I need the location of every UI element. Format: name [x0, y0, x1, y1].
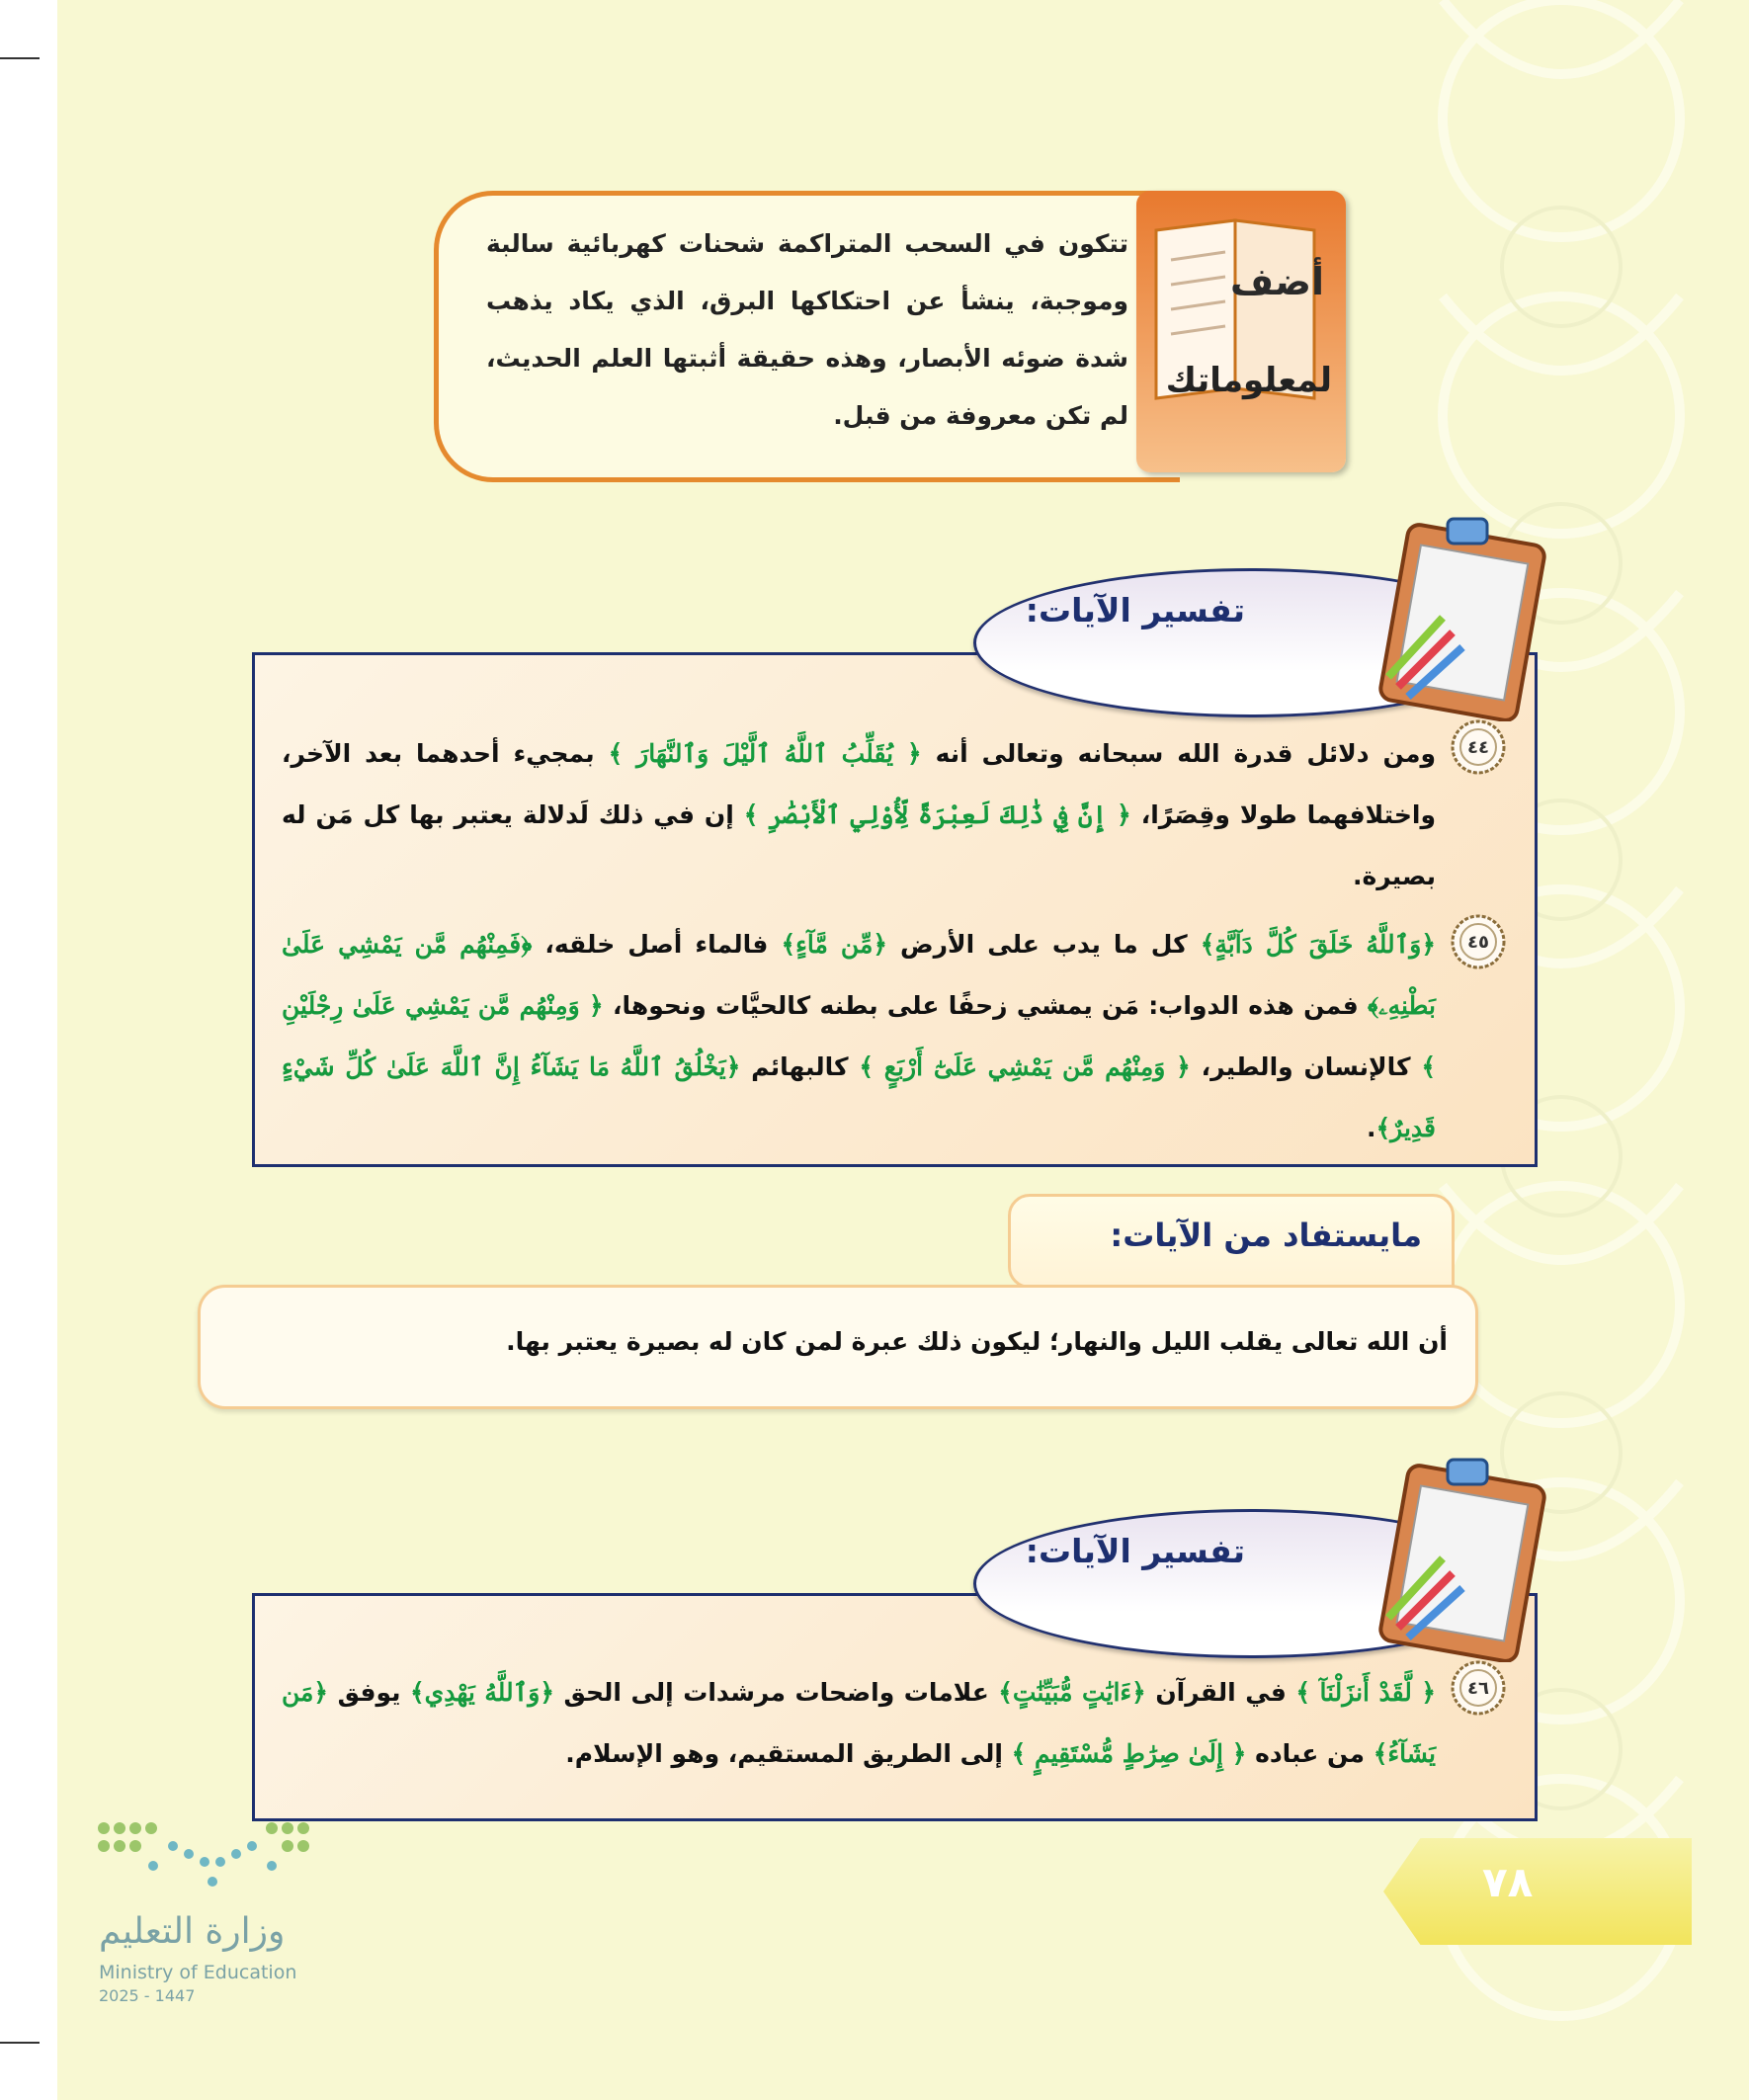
book-icon — [1136, 191, 1346, 472]
tafsir-text: كالإنسان والطير، — [1190, 1052, 1422, 1081]
quran-quote: ﴿ إِنَّ فِي ذَٰلِكَ لَعِبْرَةً لِّأُوْلِي ٱلْأَبْصَٰرِ ﴾ — [743, 800, 1131, 829]
tafsir-verse-44 — [282, 723, 1436, 907]
benefit-box — [198, 1285, 1478, 1409]
quran-quote: ﴿فَمِنْهُم مَّن يَمْشِي عَلَىٰ بَطْنِهِۦ﴾ — [282, 930, 1436, 1020]
tafsir-text: فالماء أصل خلقه، — [532, 930, 782, 959]
tafsir-text: إن في ذلك لَدلالة يعتبر بها كل مَن له بصيرة. — [282, 800, 1436, 890]
quran-quote: ﴿ إِلَىٰ صِرَٰطٍ مُّسْتَقِيمٍ ﴾ — [1011, 1739, 1247, 1768]
tafsir-text: في القرآن — [1145, 1678, 1296, 1707]
tafsir-verse-45 — [282, 914, 1436, 1159]
benefit-text: أن الله تعالى يقلب الليل والنهار؛ ليكون ذلك عبرة لمن كان له بصيرة يعتبر بها. — [506, 1327, 1448, 1356]
tafsir-text: كالبهائم — [740, 1052, 860, 1081]
badge-title-line2: لمعلوماتك — [1165, 361, 1332, 400]
section-title-1: تفسير الآيات: — [1025, 591, 1245, 630]
quran-quote: ﴿وَٱللَّهُ خَلَقَ كُلَّ دَآبَّةٍ﴾ — [1200, 930, 1436, 959]
clipboard-icon — [1364, 509, 1551, 721]
info-badge — [1136, 191, 1346, 472]
page-number-tab — [1383, 1838, 1692, 1945]
crop-mark — [0, 57, 40, 59]
tafsir-text: . — [1367, 1114, 1376, 1142]
verse-number-44: ٤٤ — [1467, 737, 1489, 758]
page-number: ٧٨ — [1482, 1858, 1534, 1906]
tafsir-text: إلى الطريق المستقيم، وهو الإسلام. — [565, 1739, 1012, 1768]
verse-number-46: ٤٦ — [1467, 1678, 1489, 1699]
quran-quote: ﴿وَٱللَّهُ يَهْدِي﴾ — [410, 1678, 554, 1707]
quran-quote: ﴿ءَايَٰتٍ مُّبَيِّنَٰتٍ﴾ — [998, 1678, 1146, 1707]
quran-quote: ﴿ يُقَلِّبُ ٱللَّهُ ٱلَّيْلَ وَٱلنَّهَارَ ﴾ — [608, 739, 922, 768]
clipboard-icon — [1364, 1450, 1551, 1662]
tafsir-text: ومن دلائل قدرة الله سبحانه وتعالى أنه — [921, 739, 1436, 768]
verse-number-45: ٤٥ — [1467, 932, 1489, 953]
tafsir-text: يوفق — [328, 1678, 411, 1707]
info-text: تتكون في السحب المتراكمة شحنات كهربائية سالبة وموجبة، ينشأ عن احتكاكها البرق، الذي يكاد يذهب شدة ضوئه الأبصار، وهذه حقيقة أثبتها العلم الحديث، لم تكن معروفة من قبل. — [486, 229, 1128, 430]
tafsir-verse-46 — [282, 1662, 1436, 1785]
ministry-logo-dots — [94, 1818, 311, 1897]
quran-quote: ﴿مِّن مَّآءٍ﴾ — [781, 930, 887, 959]
section-title-2: تفسير الآيات: — [1025, 1532, 1245, 1570]
crop-mark — [0, 2042, 40, 2044]
tafsir-text: من عباده — [1246, 1739, 1374, 1768]
tafsir-text: علامات واضحات مرشدات إلى الحق — [554, 1678, 999, 1707]
quran-quote: ﴿ وَمِنْهُم مَّن يَمْشِي عَلَىٰ رِجْلَيْنِ ﴾ — [282, 991, 1436, 1081]
ministry-name-arabic: وزارة التعليم — [99, 1911, 286, 1952]
tafsir-text: فمن هذه الدواب: مَن يمشي زحفًا على بطنه كالحيَّات ونحوها، — [603, 991, 1368, 1020]
ministry-year: 2025 - 1447 — [99, 1986, 196, 2005]
ministry-name-english: Ministry of Education — [99, 1962, 297, 1983]
benefit-title: مايستفاد من الآيات: — [1110, 1217, 1422, 1254]
quran-quote: ﴿يَخْلُقُ ٱللَّهُ مَا يَشَآءُ إِنَّ ٱللَّهَ عَلَىٰ كُلِّ شَيْءٍ قَدِيرٌ﴾ — [282, 1052, 1436, 1142]
tafsir-text: بمجيء أحدهما بعد الآخر، واختلافهما طولا وقِصَرًا، — [282, 739, 1436, 829]
quran-quote: ﴿ لَّقَدْ أَنزَلْنَآ ﴾ — [1295, 1678, 1436, 1707]
quran-quote: ﴿ وَمِنْهُم مَّن يَمْشِي عَلَىٰٓ أَرْبَعٍ ﴾ — [859, 1052, 1191, 1081]
badge-title-line1: أضف — [1230, 260, 1324, 303]
quran-quote: ﴿مَن يَشَآءُ﴾ — [282, 1678, 1436, 1768]
tafsir-text: كل ما يدب على الأرض — [887, 930, 1201, 959]
benefit-title-tab — [1008, 1194, 1455, 1289]
